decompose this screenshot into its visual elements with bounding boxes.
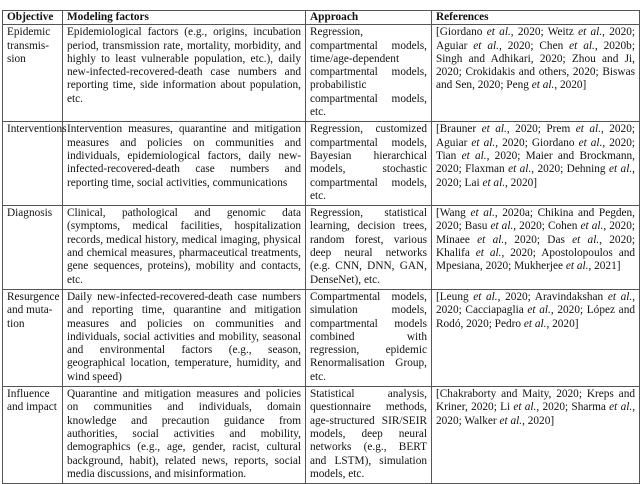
- modeling-factors-cell: Intervention measures, quarantine and mitigation measures and policies on communities and individuals, epidemiological factors, daily new-infected-recovered-death case numbers and reporting time, social activities, communications: [63, 122, 306, 206]
- objective-cell: [3, 25, 63, 122]
- et-al-italic: et al.: [575, 123, 601, 136]
- et-al-italic: et al.: [513, 401, 537, 414]
- approach-cell: Regression, customized compartmental models, Bayesian hierarchical models, stochastic compartmental models, etc.: [306, 122, 432, 206]
- header-modeling-factors: Modeling factors: [63, 11, 306, 25]
- et-al-italic: et al.: [531, 79, 555, 92]
- objective-line: Diagnosis: [7, 207, 53, 220]
- modeling-factors-cell: Daily new-infected-recovered-death case numbers and reporting time, quarantine and mitigation measures and policies on communities and individuals, social activities and mobility, seasonal and environmental factors (e.g., season, geographical location, temperature, humidity, and wind speed): [63, 289, 306, 386]
- objective-cell: [3, 206, 63, 290]
- table-caption-remnant: [0, 0, 640, 8]
- et-al-italic: et al.: [565, 260, 589, 273]
- et-al-italic: et al.: [482, 176, 506, 189]
- et-al-italic: et al.: [461, 149, 487, 162]
- table-row: [3, 289, 640, 386]
- header-approach: Approach: [306, 11, 432, 25]
- table-row: [3, 122, 640, 206]
- et-al-italic: et al.: [609, 401, 633, 414]
- et-al-italic: et al.: [578, 26, 603, 39]
- objective-line: transmis-: [7, 39, 50, 52]
- modeling-factors-cell: Epidemiological factors (e.g., origins, incubation period, transmission rate, mortality, morbidity, and highly to least vulnerable population, etc.), daily new-infected-recovered-death case numbers and reporting time, side information about population, etc.: [63, 25, 306, 122]
- et-al-italic: et al.: [580, 220, 604, 233]
- et-al-italic: et al.: [569, 39, 595, 52]
- header-objective: Objective: [3, 11, 63, 25]
- et-al-italic: et al.: [473, 39, 499, 52]
- objective-line: Influence: [7, 388, 50, 401]
- approach-cell: Regression, compartmental models, time/age-dependent compartmental models, probabilistic compartmental models, etc.: [306, 25, 432, 122]
- objective-line: Resurgence: [7, 290, 60, 303]
- table-header-row: [3, 11, 640, 25]
- references-cell: [Wang et al., 2020a; Chikina and Pegden, 2020; Basu et al., 2020; Cohen et al., 2020; Minaee et al., 2020; Das et al., 2020; Khalifa et al., 2020; Apostolopoulos and Mpesiana, 2020; Mukherjee et al., 2021]: [432, 206, 640, 290]
- et-al-italic: et al.: [490, 220, 514, 233]
- objective-line: sion: [7, 52, 26, 65]
- references-cell: [Leung et al., 2020; Aravindakshan et al., 2020; Cacciapaglia et al., 2020; López and Rodó, 2020; Pedro et al., 2020]: [432, 289, 640, 386]
- et-al-italic: et al.: [508, 163, 532, 176]
- objective-line: Interventions: [7, 123, 67, 136]
- et-al-italic: et al.: [572, 233, 600, 246]
- et-al-italic: et al.: [486, 26, 511, 39]
- references-cell: [Giordano et al., 2020; Weitz et al., 2020; Aguiar et al., 2020; Chen et al., 2020b; Singh and Adhikari, 2020; Zhou and Ji, 2020; Crokidakis and others, 2020; Biswas and Sen, 2020; Peng et al., 2020]: [432, 25, 640, 122]
- approach-cell: Regression, statistical learning, decision trees, random forest, various deep neural networks (e.g. CNN, DNN, GAN, DenseNet), etc.: [306, 206, 432, 290]
- table-row: [3, 206, 640, 290]
- approach-cell: Statistical analysis, questionnaire methods, age-structured SIR/SEIR models, deep neural networks (e.g., BERT and LSTM), simulation models, etc.: [306, 387, 432, 484]
- et-al-italic: et al.: [481, 123, 507, 136]
- objective-cell: [3, 289, 63, 386]
- approach-cell: Compartmental models, simulation models, compartmental models combined with regression, epidemic Renormalisation Group, etc.: [306, 289, 432, 386]
- et-al-italic: et al.: [471, 136, 496, 149]
- references-cell: [Brauner et al., 2020; Prem et al., 2020; Aguiar et al., 2020; Giordano et al., 2020; Tian et al., 2020; Maier and Brockmann, 2020; Flaxman et al., 2020; Dehning et al., 2020; Lai et al., 2020]: [432, 122, 640, 206]
- objective-line: and muta-: [7, 304, 53, 317]
- references-cell: [Chakraborty and Maity, 2020; Kreps and Kriner, 2020; Li et al., 2020; Sharma et al., 2020; Walker et al., 2020]: [432, 387, 640, 484]
- et-al-italic: et al.: [527, 304, 551, 317]
- et-al-italic: et al.: [473, 290, 498, 303]
- et-al-italic: et al.: [475, 247, 502, 260]
- literature-review-table: [2, 10, 640, 484]
- table-row: [3, 25, 640, 122]
- objective-cell: [3, 122, 67, 206]
- objective-line: tion: [7, 317, 25, 330]
- et-al-italic: et al.: [523, 317, 547, 330]
- et-al-italic: et al.: [608, 163, 633, 176]
- modeling-factors-cell: Clinical, pathological and genomic data (symptoms, medical facilities, hospitalization records, medical history, medical imaging, physical and chemical measures, pharmaceutical treatments, gene sequences, proteins), mobility and contacts, etc.: [63, 206, 306, 290]
- objective-line: Epidemic: [7, 26, 51, 39]
- et-al-italic: et al.: [578, 136, 603, 149]
- et-al-italic: et al.: [477, 233, 505, 246]
- et-al-italic: et al.: [607, 290, 633, 303]
- objective-line: and impact: [7, 401, 57, 414]
- header-references: References: [432, 11, 640, 25]
- modeling-factors-cell: Quarantine and mitigation measures and policies on communities and individuals, domain knowledge and precaution guidance from authorities, social activities and mobility, demographics (e.g., age, gender, racist, cultural background, habit), related news, reports, social media discussions, and misinformation.: [63, 387, 306, 484]
- et-al-italic: et al.: [470, 207, 495, 220]
- objective-cell: [3, 387, 63, 484]
- et-al-italic: et al.: [499, 414, 523, 427]
- table-row: [3, 387, 640, 484]
